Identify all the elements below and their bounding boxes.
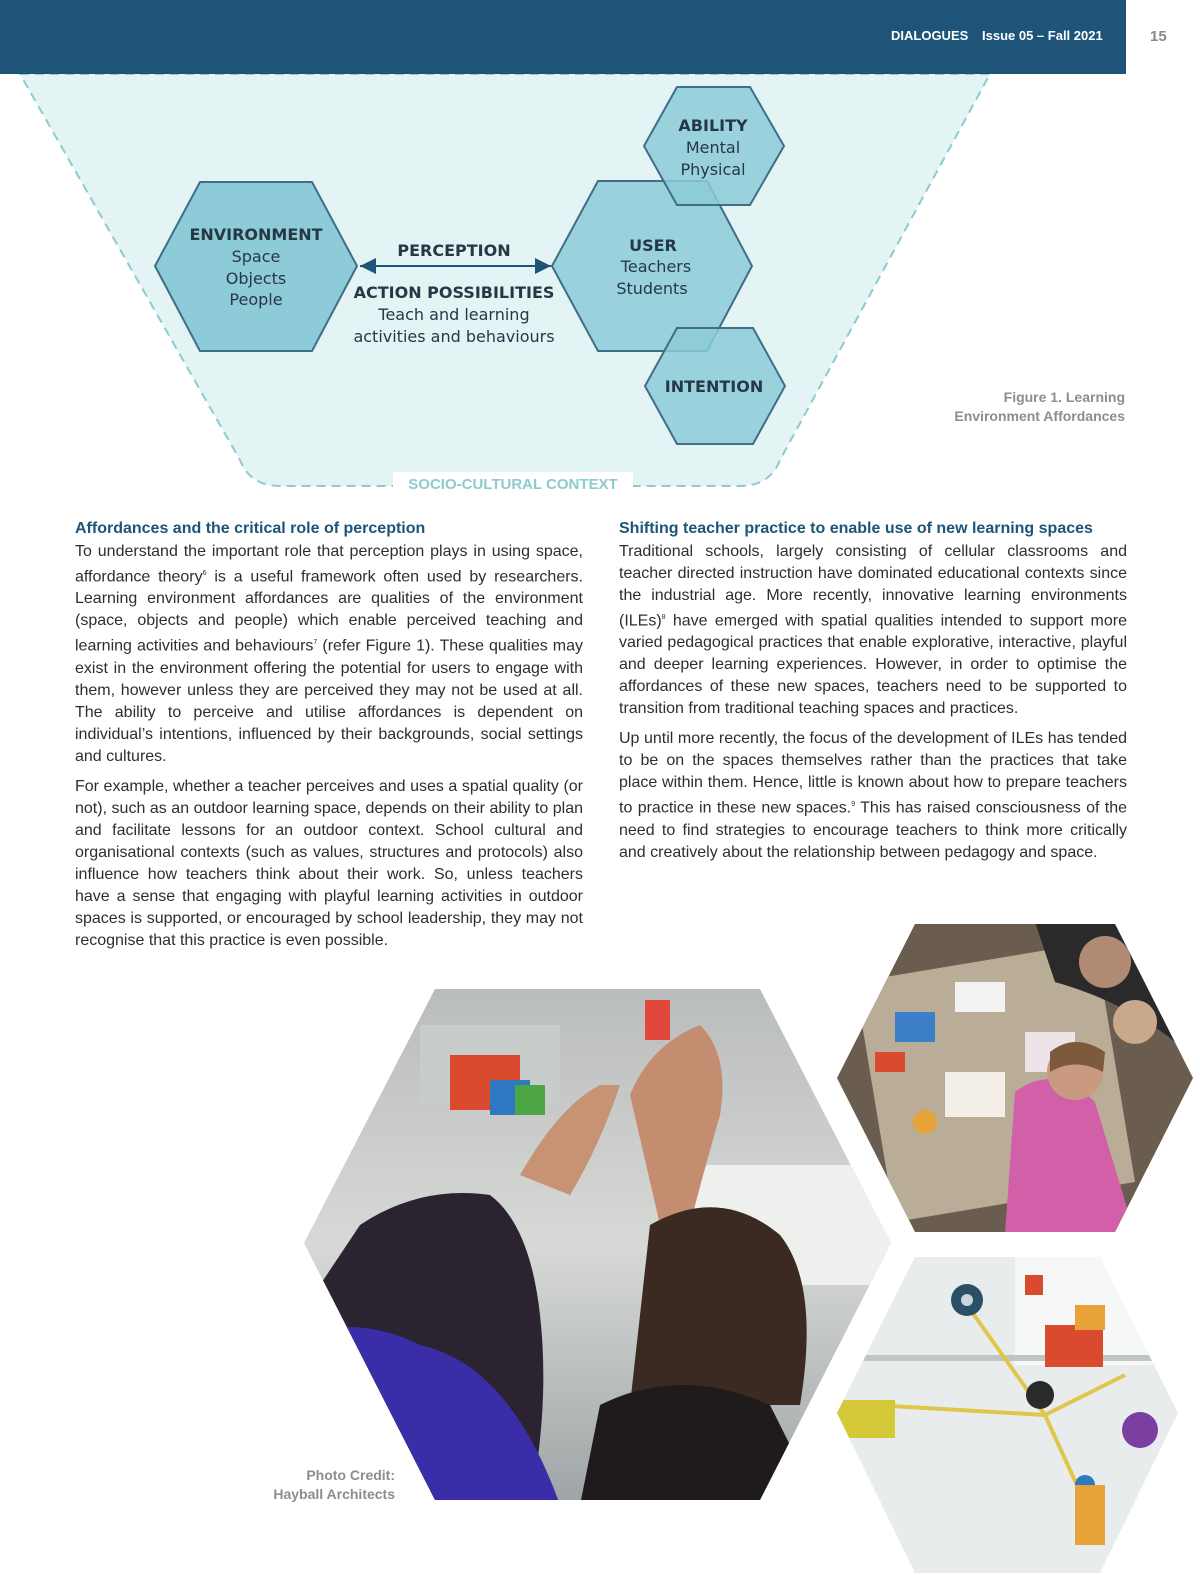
environment-item: Objects: [225, 269, 287, 288]
header-bar: [0, 0, 1126, 74]
affordances-diagram: [0, 74, 1050, 504]
context-label: SOCIO-CULTURAL CONTEXT: [408, 476, 618, 493]
figure-caption: [885, 388, 1125, 426]
action-line: Teach and learning: [378, 305, 530, 324]
body-paragraph: To understand the important role that perception plays in using space, affordance theory$^6$ is a useful framework often used by researchers. Learning environment affordances are qualities of the environment (space, objects and people) which enable perceived teaching and learning activities and behaviours$^7$ (refer Figure 1). These qualities may exist in the environment offering the potential for users to engage with them, however unless they are perceived they may not be used at all. The ability to perceive and utilise affordances is dependent on individual’s intentions, influenced by their backgrounds, social settings and cultures.: [75, 543, 584, 765]
ability-item: Physical: [680, 160, 746, 179]
section-heading: Affordances and the critical role of perception: [75, 520, 426, 537]
workshop-photo: [835, 922, 1195, 1234]
action-line: activities and behaviours: [353, 327, 555, 346]
figure-caption-line: Figure 1. Learning: [1003, 389, 1125, 405]
left-column: [75, 518, 583, 960]
body-paragraph: Traditional schools, largely consisting of cellular classrooms and teacher directed instruction have dominated educational contexts since the industrial age. More recently, innovative learning environments (ILEs)$^8$ have emerged with spatial qualities intended to support more varied pedagogical practices that enable explorative, interactive, playful and deeper learning experiences. However, in order to optimise the affordances of these new spaces, teachers need to be supported to transition from traditional teaching spaces and practices.: [619, 543, 1127, 718]
environment-title: ENVIRONMENT: [189, 225, 323, 244]
magazine-title: DIALOGUES: [891, 28, 969, 43]
section-heading: Shifting teacher practice to enable use of new learning spaces: [619, 520, 1093, 537]
issue-label: Issue 05 – Fall 2021: [982, 28, 1103, 43]
body-paragraph: Up until more recently, the focus of the development of ILEs has tended to be on the spaces themselves rather than the practices that take place within them. Hence, little is known about how to prepare teachers to practice in these new spaces.$^9$ This has raised consciousness of the need to find strategies to encourage teachers to think more critically and creatively about the relationship between pedagogy and space.: [619, 730, 1128, 861]
environment-item: People: [229, 290, 283, 309]
user-item: Students: [616, 279, 688, 298]
intention-title: INTENTION: [664, 377, 764, 396]
right-column: [619, 518, 1127, 872]
perception-label: PERCEPTION: [397, 241, 511, 260]
body-paragraph: For example, whether a teacher perceives and uses a spatial quality (or not), such as an outdoor learning space, depends on their ability to plan and facilitate lessons for an outdoor context. School cultural and organisational contexts (such as values, structures and protocols) also influence how teachers think about their work. So, unless teachers have a sense that engaging with playful learning activities in outdoor spaces is supported, or encouraged by school leadership, they may not recognise that this practice is even possible.: [75, 777, 583, 949]
action-title: ACTION POSSIBILITIES: [353, 283, 555, 302]
installation-photo: [835, 1255, 1180, 1575]
ability-item: Mental: [685, 138, 741, 157]
user-title: USER: [629, 236, 677, 255]
page-number: 15: [1150, 28, 1167, 45]
figure-caption-line: Environment Affordances: [954, 408, 1125, 424]
photo-credit-line: Hayball Architects: [273, 1486, 395, 1502]
ability-title: ABILITY: [678, 116, 748, 135]
environment-item: Space: [231, 247, 281, 266]
photo-credit: [230, 1466, 395, 1504]
photo-credit-line: Photo Credit:: [306, 1467, 395, 1483]
classroom-photo-large: [300, 985, 895, 1505]
user-item: Teachers: [620, 257, 692, 276]
